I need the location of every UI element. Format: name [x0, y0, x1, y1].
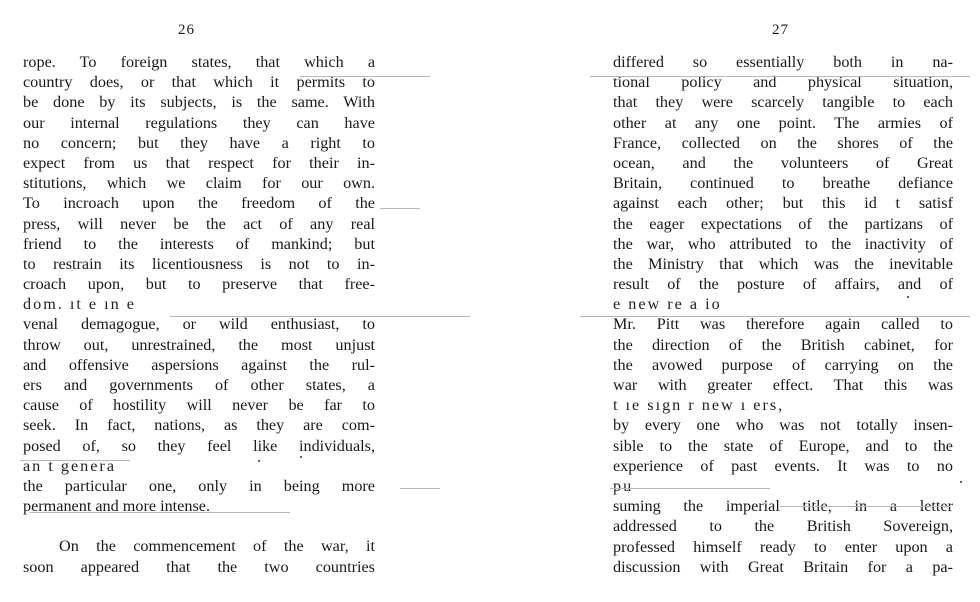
text-line: other at any one point. The armies of	[613, 113, 953, 132]
text-line: professed himself ready to enter upon a	[613, 537, 953, 556]
text-block	[23, 52, 375, 577]
text-line: On the commencement of the war, it	[59, 537, 375, 556]
text-line: croach upon, but to preserve that free-	[23, 275, 375, 294]
text-line: venal demagogue, or wild enthusiast, to	[23, 315, 375, 334]
text-line: differed so essentially both in na-	[613, 53, 953, 71]
text-line: rope. To foreign states, that which a	[23, 53, 375, 71]
scan-rule	[780, 506, 950, 507]
text-line: the war, who attributed to the inactivity of	[613, 234, 953, 253]
scan-rule	[300, 76, 430, 77]
partial-line: dom. ıt e ın e	[23, 295, 136, 314]
text-line: by every one who was not totally insen-	[613, 416, 953, 435]
text-line: to restrain its licentiousness is not to in-	[23, 254, 375, 273]
text-line: discussion with Great Britain for a pa-	[613, 557, 953, 576]
text-line: permanent and more intense.	[23, 497, 210, 516]
text-line: that they were scarcely tangible to each	[613, 93, 953, 112]
text-line: the direction of the British cabinet, for	[613, 335, 953, 354]
text-line: ers and governments of other states, a	[23, 376, 375, 394]
scan-speck	[258, 460, 260, 462]
scan-speck	[960, 481, 962, 483]
page-number: 27	[772, 22, 789, 38]
scan-rule	[610, 488, 770, 489]
text-line: no concern; but they have a right to	[23, 133, 375, 152]
text-line: France, collected on the shores of the	[613, 133, 953, 152]
text-line: country does, or that which it permits to	[23, 73, 375, 92]
partial-line: e new re a io	[613, 295, 722, 314]
text-block	[613, 52, 953, 577]
scan-rule	[590, 76, 970, 77]
text-line: and offensive aspersions against the rul-	[23, 355, 375, 374]
text-line: Mr. Pitt was therefore again called to	[613, 315, 953, 334]
right-page	[490, 0, 980, 602]
partial-line: pu	[613, 476, 634, 495]
text-line: press, will never be the act of any real	[23, 214, 375, 233]
text-line: expect from us that respect for their in-	[23, 153, 375, 172]
partial-line: an t genera	[23, 456, 117, 475]
text-line: our internal regulations they can have	[23, 113, 375, 132]
text-line: cause of hostility will never be far to	[23, 396, 375, 415]
text-line: To incroach upon the freedom of the	[23, 194, 375, 213]
text-line: the particular one, only in being more	[23, 476, 375, 495]
text-line: stitutions, which we claim for our own.	[23, 174, 375, 193]
text-line: suming the imperial title, in a letter	[613, 497, 953, 516]
text-line: experience of past events. It was to no	[613, 456, 953, 475]
paragraph-gap	[23, 516, 375, 536]
scan-speck	[907, 296, 909, 298]
text-line: be done by its subjects, is the same. With	[23, 93, 375, 112]
text-line: soon appeared that the two countries	[23, 557, 375, 576]
text-line: tional policy and physical situation,	[613, 73, 953, 92]
text-line: throw out, unrestrained, the most unjust	[23, 335, 375, 354]
text-line: sible to the state of Europe, and to the	[613, 436, 953, 455]
page-number: 26	[178, 22, 195, 38]
text-line: ocean, and the volunteers of Great	[613, 153, 953, 172]
scan-speck	[300, 456, 302, 458]
scan-rule	[400, 488, 440, 489]
text-line: the Ministry that which was the inevitable	[613, 254, 953, 273]
scan-rule	[30, 512, 290, 513]
text-line: addressed to the British Sovereign,	[613, 517, 953, 536]
text-line: posed of, so they feel like individuals,	[23, 436, 375, 455]
text-line: result of the posture of affairs, and of	[613, 275, 953, 294]
text-line: against each other; but this id t satisf	[613, 194, 953, 213]
scan-rule	[20, 460, 130, 461]
scan-rule	[170, 316, 470, 317]
text-line: seek. In fact, nations, as they are com-	[23, 416, 375, 435]
text-line: the eager expectations of the partizans of	[613, 214, 953, 233]
text-line: Britain, continued to breathe defiance	[613, 174, 953, 193]
scan-rule	[380, 208, 420, 209]
text-line: friend to the interests of mankind; but	[23, 234, 375, 253]
partial-line: t ıe sıgn r new ı ers,	[613, 396, 785, 415]
text-line: the avowed purpose of carrying on the	[613, 355, 953, 374]
scan-rule	[580, 316, 970, 317]
text-line: war with greater effect. That this was	[613, 376, 953, 394]
